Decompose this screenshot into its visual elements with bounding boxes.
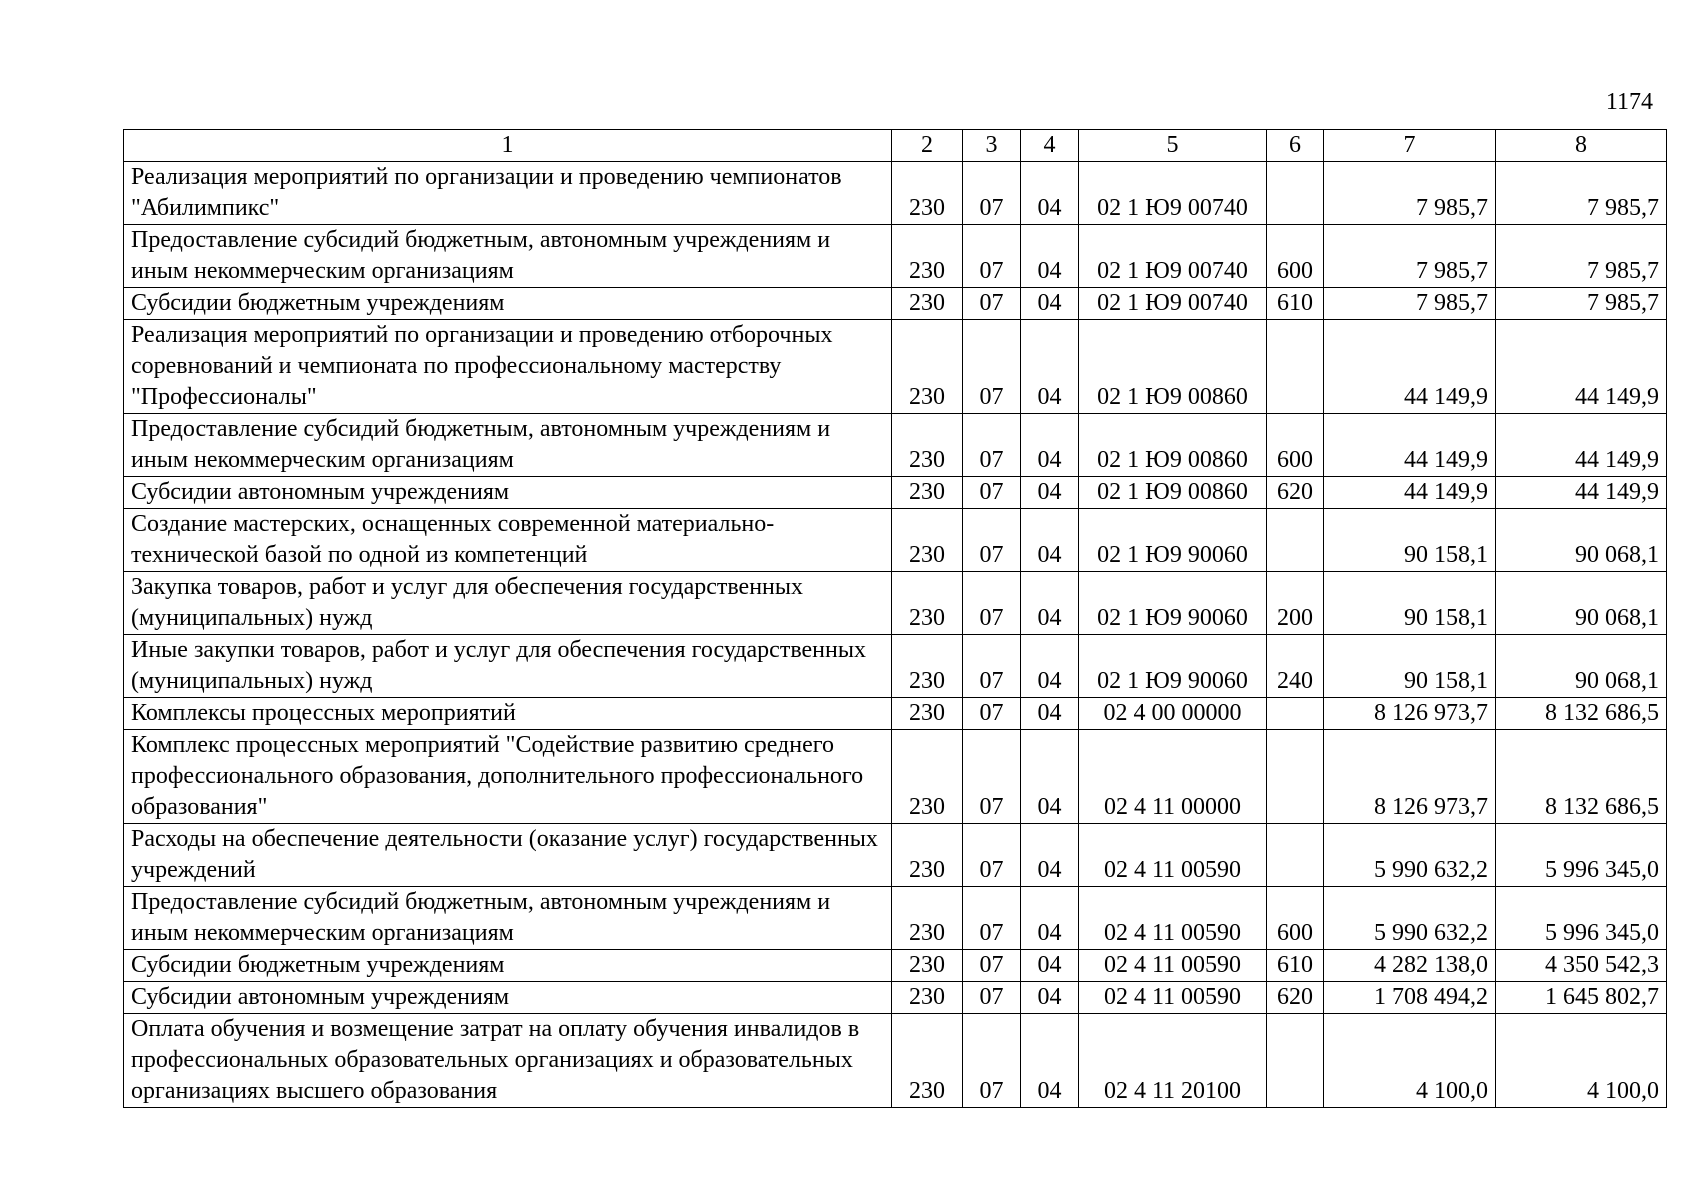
amount-col8-cell: 7 985,7 bbox=[1496, 225, 1667, 288]
expense-type-cell: 600 bbox=[1267, 225, 1324, 288]
table-row bbox=[124, 162, 1667, 225]
budget-table bbox=[123, 129, 1667, 1108]
header-cell: 5 bbox=[1079, 130, 1267, 162]
ministry-code-cell: 230 bbox=[892, 730, 963, 824]
amount-col7-cell: 1 708 494,2 bbox=[1324, 982, 1496, 1014]
amount-col8-cell: 8 132 686,5 bbox=[1496, 730, 1667, 824]
target-article-cell: 02 4 00 00000 bbox=[1079, 698, 1267, 730]
table-row bbox=[124, 1014, 1667, 1108]
section-code-cell: 07 bbox=[963, 162, 1021, 225]
expense-type-cell: 610 bbox=[1267, 950, 1324, 982]
ministry-code-cell: 230 bbox=[892, 509, 963, 572]
ministry-code-cell: 230 bbox=[892, 887, 963, 950]
section-code-cell: 07 bbox=[963, 288, 1021, 320]
header-cell: 4 bbox=[1021, 130, 1079, 162]
expense-type-cell bbox=[1267, 1014, 1324, 1108]
table-row bbox=[124, 320, 1667, 414]
subsection-code-cell: 04 bbox=[1021, 509, 1079, 572]
amount-col7-cell: 44 149,9 bbox=[1324, 477, 1496, 509]
amount-col8-cell: 44 149,9 bbox=[1496, 477, 1667, 509]
header-cell: 6 bbox=[1267, 130, 1324, 162]
expense-name-cell: Предоставление субсидий бюджетным, автономным учреждениям и иным некоммерческим организациям bbox=[124, 887, 892, 950]
expense-type-cell bbox=[1267, 730, 1324, 824]
table-row bbox=[124, 887, 1667, 950]
amount-col8-cell: 4 100,0 bbox=[1496, 1014, 1667, 1108]
expense-name-cell: Оплата обучения и возмещение затрат на оплату обучения инвалидов в профессиональных образовательных организациях и образовательных организациях высшего образования bbox=[124, 1014, 892, 1108]
target-article-cell: 02 4 11 00590 bbox=[1079, 950, 1267, 982]
amount-col8-cell: 90 068,1 bbox=[1496, 572, 1667, 635]
subsection-code-cell: 04 bbox=[1021, 572, 1079, 635]
amount-col7-cell: 90 158,1 bbox=[1324, 509, 1496, 572]
amount-col8-cell: 7 985,7 bbox=[1496, 162, 1667, 225]
expense-name-cell: Создание мастерских, оснащенных современной материально-технической базой по одной из компетенций bbox=[124, 509, 892, 572]
section-code-cell: 07 bbox=[963, 824, 1021, 887]
table-row bbox=[124, 572, 1667, 635]
subsection-code-cell: 04 bbox=[1021, 320, 1079, 414]
expense-name-cell: Реализация мероприятий по организации и проведению чемпионатов "Абилимпикс" bbox=[124, 162, 892, 225]
target-article-cell: 02 1 Ю9 00740 bbox=[1079, 162, 1267, 225]
subsection-code-cell: 04 bbox=[1021, 887, 1079, 950]
header-cell: 8 bbox=[1496, 130, 1667, 162]
amount-col7-cell: 8 126 973,7 bbox=[1324, 730, 1496, 824]
target-article-cell: 02 1 Ю9 00740 bbox=[1079, 288, 1267, 320]
expense-type-cell: 600 bbox=[1267, 414, 1324, 477]
target-article-cell: 02 1 Ю9 00740 bbox=[1079, 225, 1267, 288]
amount-col7-cell: 5 990 632,2 bbox=[1324, 824, 1496, 887]
expense-name-cell: Комплекс процессных мероприятий "Содействие развитию среднего профессионального образования, дополнительного профессионального образования" bbox=[124, 730, 892, 824]
expense-name-cell: Субсидии автономным учреждениям bbox=[124, 477, 892, 509]
subsection-code-cell: 04 bbox=[1021, 824, 1079, 887]
section-code-cell: 07 bbox=[963, 414, 1021, 477]
ministry-code-cell: 230 bbox=[892, 635, 963, 698]
expense-type-cell bbox=[1267, 824, 1324, 887]
section-code-cell: 07 bbox=[963, 1014, 1021, 1108]
subsection-code-cell: 04 bbox=[1021, 225, 1079, 288]
ministry-code-cell: 230 bbox=[892, 225, 963, 288]
table-row bbox=[124, 824, 1667, 887]
ministry-code-cell: 230 bbox=[892, 288, 963, 320]
table-row bbox=[124, 477, 1667, 509]
amount-col8-cell: 90 068,1 bbox=[1496, 509, 1667, 572]
target-article-cell: 02 4 11 00590 bbox=[1079, 824, 1267, 887]
expense-name-cell: Субсидии автономным учреждениям bbox=[124, 982, 892, 1014]
expense-type-cell: 620 bbox=[1267, 477, 1324, 509]
target-article-cell: 02 1 Ю9 00860 bbox=[1079, 320, 1267, 414]
amount-col8-cell: 8 132 686,5 bbox=[1496, 698, 1667, 730]
target-article-cell: 02 1 Ю9 90060 bbox=[1079, 509, 1267, 572]
ministry-code-cell: 230 bbox=[892, 950, 963, 982]
amount-col8-cell: 90 068,1 bbox=[1496, 635, 1667, 698]
ministry-code-cell: 230 bbox=[892, 698, 963, 730]
table-row bbox=[124, 982, 1667, 1014]
amount-col7-cell: 90 158,1 bbox=[1324, 635, 1496, 698]
expense-name-cell: Субсидии бюджетным учреждениям bbox=[124, 950, 892, 982]
ministry-code-cell: 230 bbox=[892, 1014, 963, 1108]
expense-name-cell: Предоставление субсидий бюджетным, автономным учреждениям и иным некоммерческим организациям bbox=[124, 225, 892, 288]
subsection-code-cell: 04 bbox=[1021, 1014, 1079, 1108]
expense-name-cell: Закупка товаров, работ и услуг для обеспечения государственных (муниципальных) нужд bbox=[124, 572, 892, 635]
subsection-code-cell: 04 bbox=[1021, 635, 1079, 698]
expense-name-cell: Иные закупки товаров, работ и услуг для обеспечения государственных (муниципальных) нужд bbox=[124, 635, 892, 698]
section-code-cell: 07 bbox=[963, 225, 1021, 288]
expense-type-cell bbox=[1267, 509, 1324, 572]
table-row bbox=[124, 698, 1667, 730]
amount-col7-cell: 4 100,0 bbox=[1324, 1014, 1496, 1108]
expense-name-cell: Расходы на обеспечение деятельности (оказание услуг) государственных учреждений bbox=[124, 824, 892, 887]
section-code-cell: 07 bbox=[963, 320, 1021, 414]
ministry-code-cell: 230 bbox=[892, 162, 963, 225]
section-code-cell: 07 bbox=[963, 698, 1021, 730]
section-code-cell: 07 bbox=[963, 509, 1021, 572]
target-article-cell: 02 4 11 00000 bbox=[1079, 730, 1267, 824]
target-article-cell: 02 4 11 00590 bbox=[1079, 887, 1267, 950]
table-row bbox=[124, 635, 1667, 698]
table-row bbox=[124, 288, 1667, 320]
table-row bbox=[124, 950, 1667, 982]
section-code-cell: 07 bbox=[963, 887, 1021, 950]
target-article-cell: 02 4 11 20100 bbox=[1079, 1014, 1267, 1108]
amount-col8-cell: 5 996 345,0 bbox=[1496, 887, 1667, 950]
ministry-code-cell: 230 bbox=[892, 320, 963, 414]
ministry-code-cell: 230 bbox=[892, 824, 963, 887]
amount-col8-cell: 44 149,9 bbox=[1496, 320, 1667, 414]
table-body bbox=[124, 162, 1667, 1108]
ministry-code-cell: 230 bbox=[892, 477, 963, 509]
subsection-code-cell: 04 bbox=[1021, 162, 1079, 225]
ministry-code-cell: 230 bbox=[892, 414, 963, 477]
amount-col7-cell: 4 282 138,0 bbox=[1324, 950, 1496, 982]
expense-name-cell: Комплексы процессных мероприятий bbox=[124, 698, 892, 730]
subsection-code-cell: 04 bbox=[1021, 477, 1079, 509]
section-code-cell: 07 bbox=[963, 730, 1021, 824]
expense-name-cell: Предоставление субсидий бюджетным, автономным учреждениям и иным некоммерческим организациям bbox=[124, 414, 892, 477]
section-code-cell: 07 bbox=[963, 950, 1021, 982]
subsection-code-cell: 04 bbox=[1021, 950, 1079, 982]
expense-name-cell: Реализация мероприятий по организации и проведению отборочных соревнований и чемпионата по профессиональному мастерству "Профессионалы" bbox=[124, 320, 892, 414]
expense-type-cell bbox=[1267, 698, 1324, 730]
target-article-cell: 02 1 Ю9 90060 bbox=[1079, 572, 1267, 635]
ministry-code-cell: 230 bbox=[892, 572, 963, 635]
table-row bbox=[124, 225, 1667, 288]
table-row bbox=[124, 730, 1667, 824]
expense-type-cell: 600 bbox=[1267, 887, 1324, 950]
amount-col8-cell: 1 645 802,7 bbox=[1496, 982, 1667, 1014]
amount-col7-cell: 5 990 632,2 bbox=[1324, 887, 1496, 950]
header-cell: 3 bbox=[963, 130, 1021, 162]
subsection-code-cell: 04 bbox=[1021, 288, 1079, 320]
amount-col7-cell: 7 985,7 bbox=[1324, 288, 1496, 320]
subsection-code-cell: 04 bbox=[1021, 414, 1079, 477]
expense-type-cell: 200 bbox=[1267, 572, 1324, 635]
amount-col7-cell: 7 985,7 bbox=[1324, 162, 1496, 225]
section-code-cell: 07 bbox=[963, 982, 1021, 1014]
table-row bbox=[124, 414, 1667, 477]
expense-type-cell bbox=[1267, 320, 1324, 414]
section-code-cell: 07 bbox=[963, 635, 1021, 698]
expense-type-cell: 240 bbox=[1267, 635, 1324, 698]
header-row bbox=[124, 130, 1667, 162]
amount-col7-cell: 90 158,1 bbox=[1324, 572, 1496, 635]
amount-col7-cell: 44 149,9 bbox=[1324, 414, 1496, 477]
amount-col8-cell: 5 996 345,0 bbox=[1496, 824, 1667, 887]
target-article-cell: 02 1 Ю9 00860 bbox=[1079, 414, 1267, 477]
expense-type-cell: 610 bbox=[1267, 288, 1324, 320]
amount-col8-cell: 4 350 542,3 bbox=[1496, 950, 1667, 982]
section-code-cell: 07 bbox=[963, 572, 1021, 635]
amount-col7-cell: 8 126 973,7 bbox=[1324, 698, 1496, 730]
subsection-code-cell: 04 bbox=[1021, 730, 1079, 824]
expense-type-cell: 620 bbox=[1267, 982, 1324, 1014]
page-number: 1174 bbox=[1605, 89, 1653, 115]
target-article-cell: 02 1 Ю9 90060 bbox=[1079, 635, 1267, 698]
table-row bbox=[124, 509, 1667, 572]
expense-type-cell bbox=[1267, 162, 1324, 225]
ministry-code-cell: 230 bbox=[892, 982, 963, 1014]
amount-col8-cell: 7 985,7 bbox=[1496, 288, 1667, 320]
amount-col8-cell: 44 149,9 bbox=[1496, 414, 1667, 477]
target-article-cell: 02 4 11 00590 bbox=[1079, 982, 1267, 1014]
header-cell: 7 bbox=[1324, 130, 1496, 162]
expense-name-cell: Субсидии бюджетным учреждениям bbox=[124, 288, 892, 320]
subsection-code-cell: 04 bbox=[1021, 698, 1079, 730]
amount-col7-cell: 44 149,9 bbox=[1324, 320, 1496, 414]
header-cell: 1 bbox=[124, 130, 892, 162]
section-code-cell: 07 bbox=[963, 477, 1021, 509]
amount-col7-cell: 7 985,7 bbox=[1324, 225, 1496, 288]
target-article-cell: 02 1 Ю9 00860 bbox=[1079, 477, 1267, 509]
header-cell: 2 bbox=[892, 130, 963, 162]
subsection-code-cell: 04 bbox=[1021, 982, 1079, 1014]
